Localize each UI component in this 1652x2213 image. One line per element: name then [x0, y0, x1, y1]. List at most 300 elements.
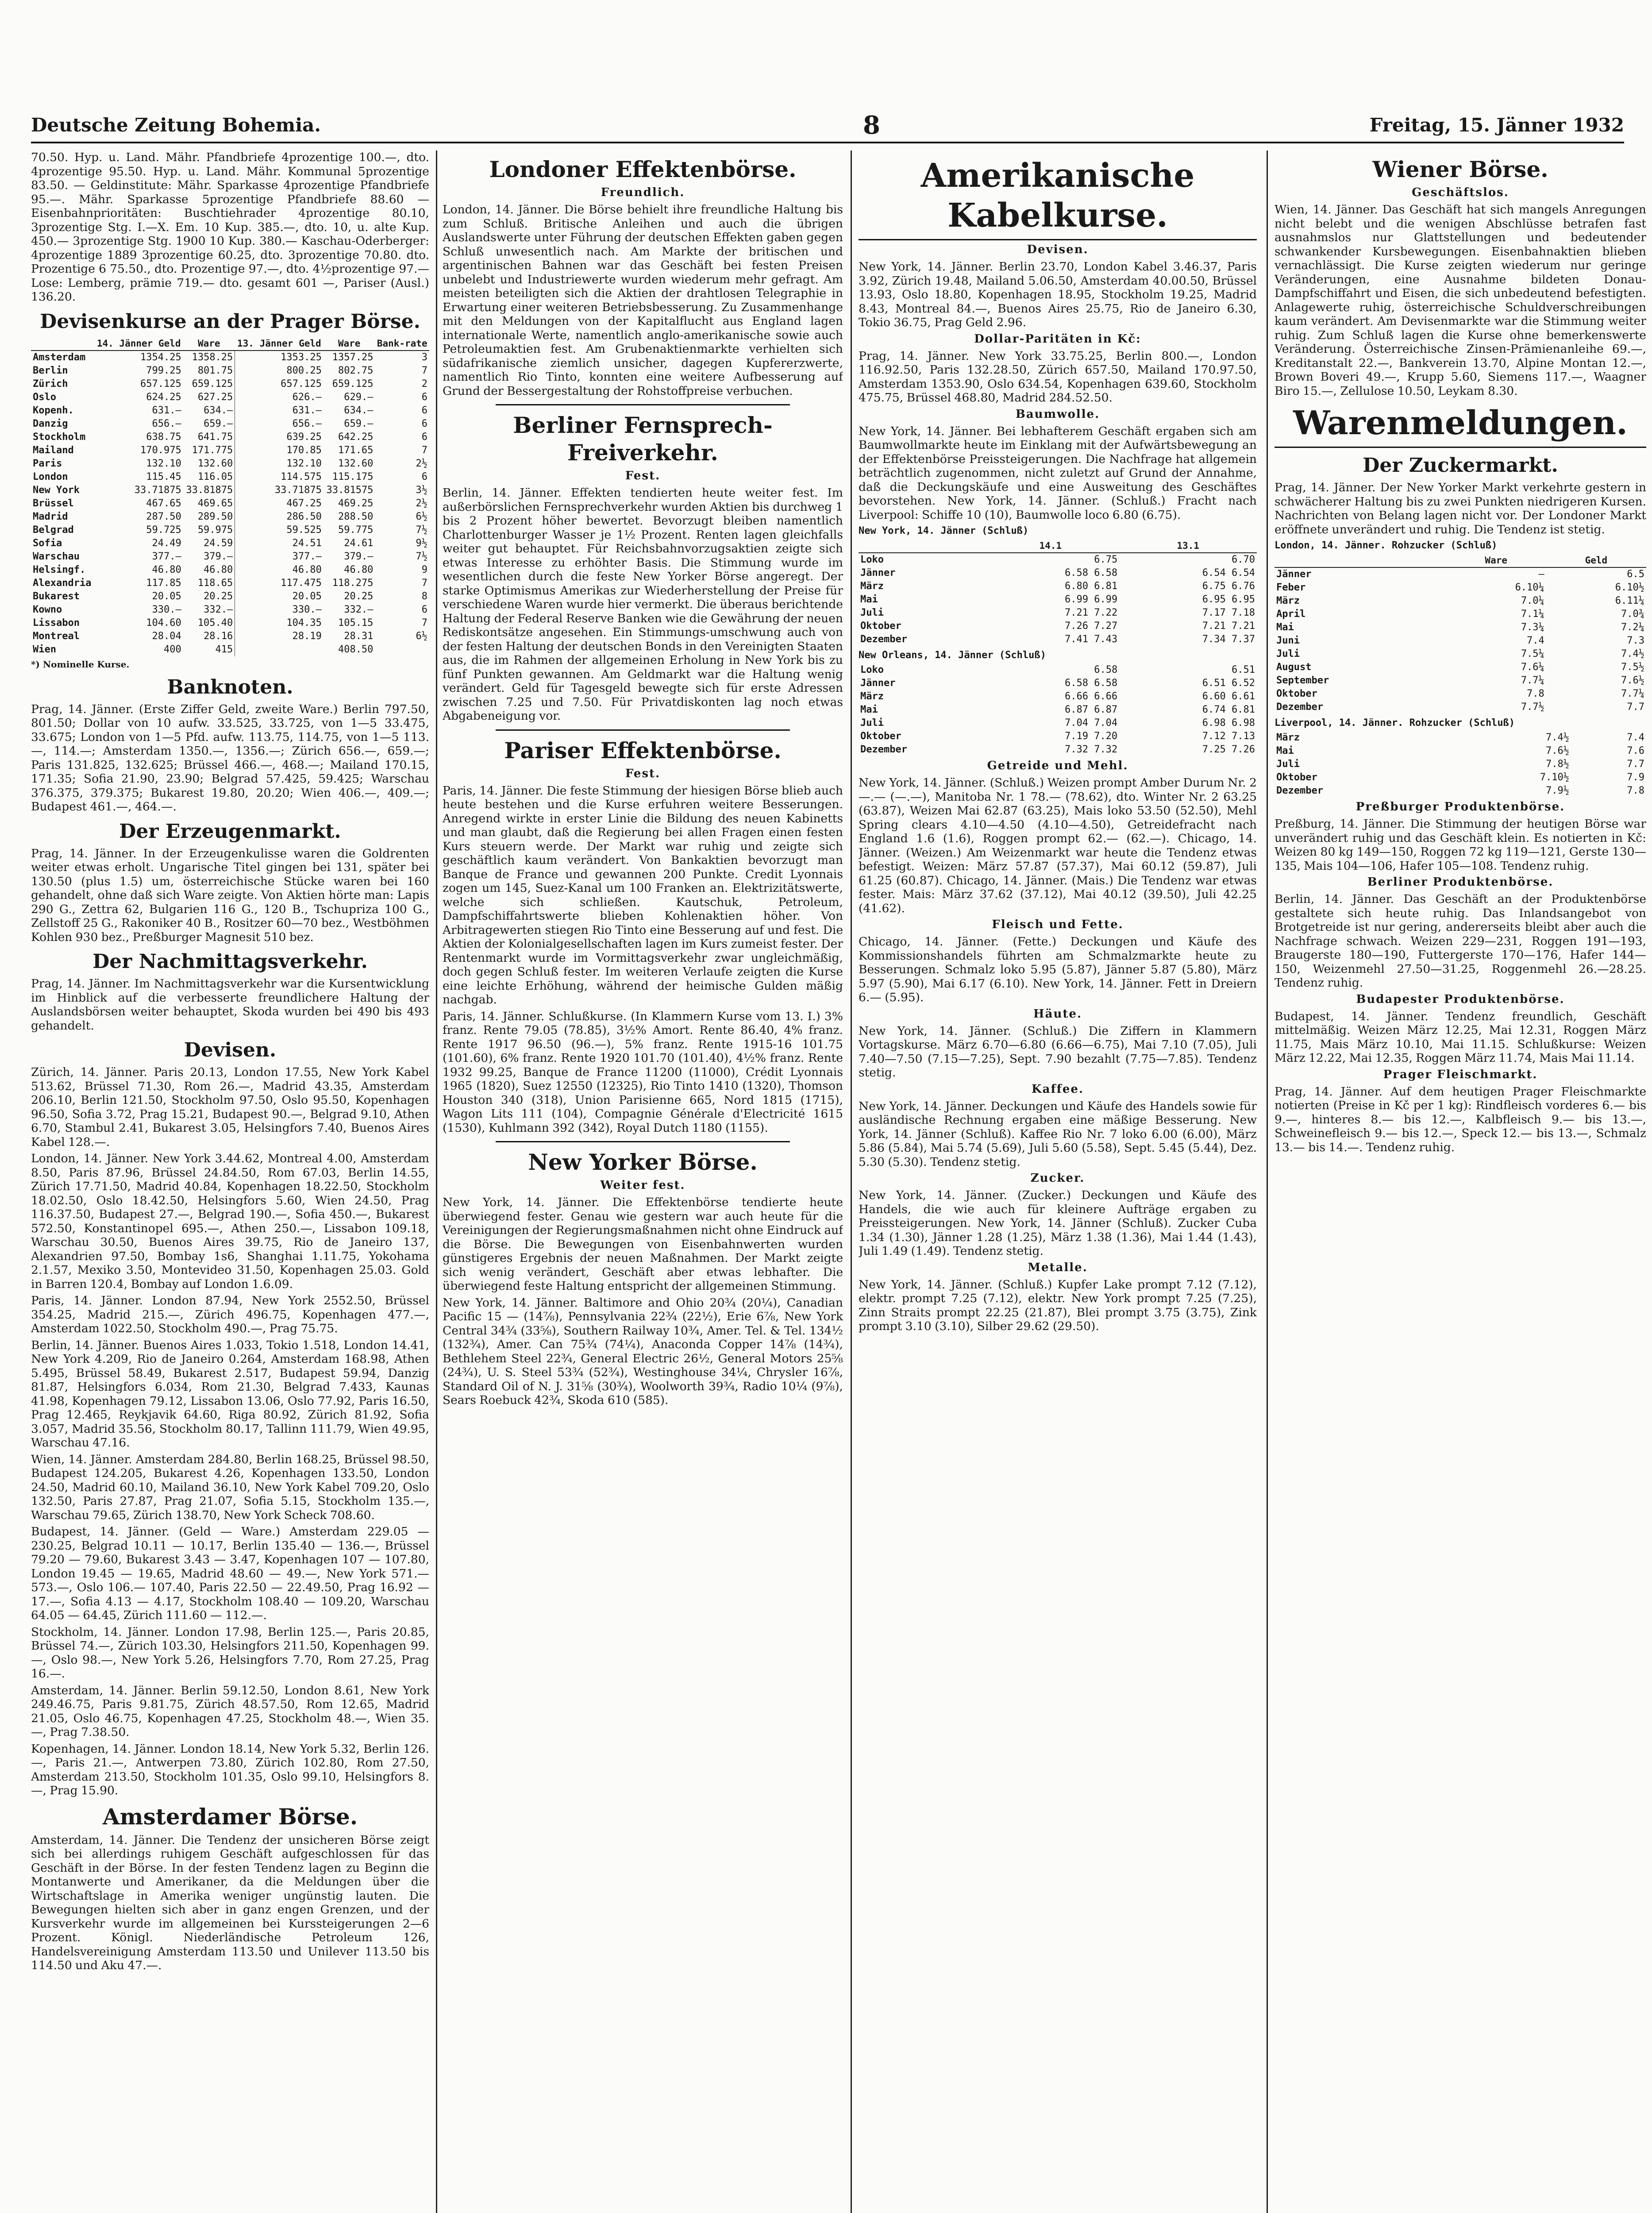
table-cell: 6½: [416, 511, 427, 522]
column-header: 13.1: [1119, 539, 1257, 553]
section-subtitle: Zucker.: [1030, 1172, 1085, 1185]
table-row: [1275, 771, 1646, 784]
table-cell: 104.60: [146, 617, 181, 628]
table-cell: Dezember: [1276, 785, 1323, 796]
table-cell: Oktober: [1276, 688, 1317, 699]
table-cell: 659.125: [192, 378, 233, 389]
table-cell: 7.25 7.26: [1202, 744, 1255, 755]
table-cell: März: [860, 581, 884, 592]
table-cell: 6.66 6.66: [1064, 691, 1118, 702]
table-cell: 118.65: [197, 577, 233, 589]
table-cell: Juli: [860, 607, 884, 618]
table-cell: 6.98 6.98: [1202, 717, 1255, 729]
table-cell: 7.9: [1627, 772, 1644, 783]
table-cell: Berlin: [33, 365, 68, 376]
table-cell: 7: [421, 365, 427, 376]
table-cell: Stockholm: [33, 431, 86, 443]
article-text: Berlin, 14. Jänner. Effekten tendierten heute weiter fest. Im außerbörslichen Fernsprechverkehr wurden Aktien bis durchweg 1 bis 2 Prozent höher bewertet. Bevorzugt bleiben namentlich Charlottenburger Wasser je 1½ Prozent. Renten lagen gleichfalls weiter gut behauptet. Für Reichsbahnvorzugsaktien zeigte sich etwas Interesse zu erhöhter Basis. Die Stimmung wurde im wesentlichen durch die feste New Yorker Börse angeregt. Der starke Optimismus Amerikas zur Wiederherstellung der Preise für verschiedene Waren wurde hier vermerkt. Die überaus berichtende Haltung der Federal Reserve Banken wie die Gewährung der neuen Rediskontsätze angesehen. Ein Stimmungs-umschwung auch von der festen Haltung der deutschen Bonds in den Vereinigten Staaten aus, die im Rahmen der allgemeinen Erholung in New York bis zu fünf Punkten gewannen. Am Geldmarkt war die Haltung wenig verändert. Geld für Tagesgeld bewegte sich für erste Adressen zwischen 7.25 und 7.50. Für Privatdiskonten lag noch etwas Abgabeneigung vor.: [443, 486, 843, 723]
section-subtitle: Kaffee.: [1032, 1082, 1084, 1096]
table-cell: 28.19: [235, 630, 323, 643]
table-cell: 627.25: [197, 391, 233, 403]
table-cell: 28.31: [344, 630, 374, 642]
table-cell: 7.1¼: [1521, 609, 1544, 620]
table-cell: 2½: [416, 458, 427, 469]
table-cell: Alexandria: [33, 577, 92, 589]
table-cell: 802.75: [338, 365, 374, 376]
section-subtitle: Prager Fleischmarkt.: [1383, 1068, 1538, 1081]
table-cell: 132.10: [146, 458, 181, 469]
table-cell: 624.25: [146, 391, 181, 403]
table-cell: 7.0¾: [1621, 609, 1644, 620]
table-row: [1275, 758, 1646, 771]
table-cell: 800.25: [235, 364, 323, 378]
table-cell: 7.6½: [1546, 745, 1569, 756]
article-text: New York, 14. Jänner. (Schluß.) Die Ziffern in Klammern Vortagskurse. März 6.70—6.80 (6.66—6.75), Mai 7.10 (7.05), Juli 7.40—7.50 (7.15—7.25), Sept. 7.90 bezahlt (7.75—7.85). Tendenz stetig.: [859, 1024, 1257, 1080]
table-cell: 639.25: [235, 431, 323, 444]
table-row: [859, 580, 1257, 593]
table-cell: Mai: [1276, 745, 1294, 756]
article-text: Amsterdam, 14. Jänner. Die Tendenz der unsicheren Börse zeigt sich bei allerdings ruhigem Geschäft aufgeschlossen für das Geschäft in der Börse. In der festen Tendenz lagen zu Beginn die Montanwerte und Amerikaner, da die Meldungen über die Wirtschaftslage in Amerika weniger ungünstig lauten. Die Bewegungen hielten sich aber in ganz engen Grenzen, und der Kursverkehr wurde im allgemeinen bei Kurssteigerungen 2—6 Prozent. Königl. Niederländische Petroleum 126, Handelsvereinigung Amsterdam 113.50 und Unilever 113.50 bis 114.50 und Aku 47.—.: [31, 1833, 429, 1972]
article-text: Wien, 14. Jänner. Das Geschäft hat sich mangels Anregungen nicht belebt und die wenigen Abschlüsse betrafen fast ausnahmslos nur Glattstellungen und bedeutender schwankender Kursbewegungen. Eisenbahnaktien blieben vernachlässigt. Die Kurse zeigten wiederum nur geringe Veränderungen, eine Ausnahme bildeten Donau-Dampfschiffahrt und Eisen, die sich unbedeutend befestigten. Anlagewerte ruhig, österreichische Schuldverschreibungen kaum verändert. Am Devisenmarkte war die Stimmung weiter ruhig. Zum Schluß lagen die Kurse ohne bemerkenswerte Veränderung. Österreichische Zinsen-Prämienanleihe 69.—, Kreditanstalt 22.—, Bankverein 13.70, Alpine Montan 12.—, Brown Boveri 49.—, Krupp 5.60, Siemens 117.—, Waagner Biro 15.—, Zellulose 10.50, Leykam 8.30.: [1275, 203, 1646, 398]
divider: [496, 404, 790, 405]
article-text: Prag, 14. Jänner. In der Erzeugenkulisse waren die Goldrenten weiter etwas erholt. Ungarische Titel gingen bei 131, später bei 130.50 (plus 1.5) um, österreichische Stücke waren bei 160 gehandelt, ohne daß sich Ware zeigte. Von Aktien hörte man: Lapis 290 G., Zettra 62, Bulgarien 116 G., 120 B., Tschupriza 100 G., Zellstoff 25 G., Rakoniker 40 B., Rositzer 60—70 bez., Westböhmen Kohlen 930 bez., Preßburger Magnesit 510 bez.: [31, 846, 429, 944]
table-cell: 171.775: [192, 444, 233, 456]
table-cell: 7.7: [1627, 759, 1644, 770]
table-cell: 6.51: [1232, 664, 1255, 675]
column-rule: [436, 150, 437, 2213]
table-cell: 7.4: [1527, 635, 1544, 646]
table-cell: 117.475: [235, 577, 323, 590]
table-row: [31, 417, 429, 431]
table-cell: 6.75: [1094, 554, 1118, 565]
article-text: Prag, 14. Jänner. Im Nachmittagsverkehr war die Kursentwicklung im Hinblick auf die verbesserte freundlichere Haltung der Auslandsbörsen weiter behauptet, Skoda wurden bei 490 bis 493 gehandelt.: [31, 977, 429, 1033]
table-cell: Juli: [1276, 759, 1300, 770]
table-cell: 7.12 7.13: [1202, 731, 1255, 742]
section-subtitle: Geschäftslos.: [1412, 186, 1509, 199]
table-cell: 6.80 6.81: [1064, 581, 1118, 592]
table-cell: Sofia: [33, 537, 62, 549]
table-cell: 7.19 7.20: [1064, 731, 1118, 742]
table-cell: Mai: [1276, 622, 1294, 633]
table-cell: 59.525: [235, 524, 323, 537]
table-cell: 115.175: [332, 471, 374, 482]
table-cell: Dezember: [860, 744, 907, 755]
column-header: Geld: [1546, 554, 1646, 567]
table-cell: 379.—: [204, 551, 233, 562]
devisen-entry: Kopenhagen, 14. Jänner. London 18.14, New York 5.32, Berlin 126.—, Paris 21.—, Antwerpen 73.80, Zürich 102.80, Rom 27.50, Amsterdam 213.50, Stockholm 101.35, Oslo 99.10, Helsingfors 8.—, Prag 15.90.: [31, 1742, 429, 1797]
cotton-no-table: [859, 663, 1257, 756]
table-cell: 6.99 6.99: [1064, 594, 1118, 605]
table-row: [31, 590, 429, 603]
table-cell: 24.59: [204, 537, 233, 549]
section-title: Devisenkurse an der Prager Börse.: [40, 310, 420, 333]
table-body: [859, 553, 1257, 646]
table-cell: 799.25: [146, 365, 181, 376]
table-cell: März: [1276, 732, 1300, 743]
table-cell: 6: [421, 471, 427, 482]
table-row: [31, 630, 429, 643]
table-title: London, 14. Jänner. Rohzucker (Schluß): [1275, 540, 1498, 551]
table-cell: 7.10½: [1540, 772, 1569, 783]
table-cell: 117.85: [146, 577, 181, 589]
table-cell: 9: [421, 564, 427, 575]
table-cell: Danzig: [33, 418, 68, 429]
quote-list: Paris, 14. Jänner. Schlußkurse. (In Klammern Kurse vom 13. I.) 3% franz. Rente 79.05 (78.85), 3½% Amort. Rente 86.40, 4% franz. Rente 1917 96.50 (96.—), 5% franz. Rente 1915-16 101.75 (101.60), 6% franz. Rente 1920 101.70 (101.40), 4½% franz. Rente 1932 99.25, Banque de France 11200 (11000), Crédit Lyonnais 1965 (1820), Suez 12550 (12325), Rio Tinto 1410 (1320), Thomson Houston 340 (318), Union Parisienne 665, Nord 1815 (1715), Wagon Lits 111 (104), Compagnie Générale d'Electricité 1615 (1530), Kuhlmann 392 (342), Royal Dutch 1180 (1155).: [443, 1009, 843, 1135]
table-cell: 24.49: [152, 537, 181, 549]
table-cell: 33.81575: [326, 484, 374, 496]
devisen-entry: Amsterdam, 14. Jänner. Berlin 59.12.50, London 8.61, New York 249.46.75, Paris 9.81.75, Zürich 48.57.50, Rom 12.65, Madrid 21.05, Oslo 46.75, Kopenhagen 47.25, Stockholm 48.—, Wien 35.—, Prag 7.38.50.: [31, 1683, 429, 1739]
table-cell: 28.16: [204, 630, 233, 642]
section-title: Londoner Effektenbörse.: [489, 156, 797, 182]
section-title: Devisen.: [184, 1039, 277, 1061]
column-rule: [1267, 150, 1268, 2213]
table-cell: Montreal: [33, 630, 80, 642]
devisen-entry: Zürich, 14. Jänner. Paris 20.13, London 17.55, New York Kabel 513.62, Brüssel 71.30, Rom 26.—, Madrid 43.35, Amsterdam 206.10, Berlin 121.50, Stockholm 97.50, Oslo 95.50, Kopenhagen 96.50, Sofia 3.72, Prag 15.21, Budapest 90.—, Belgrad 9.10, Athen 6.70, Stambul 2.41, Bukarest 3.05, Helsingfors 7.40, Buenos Aires Kabel 128.—.: [31, 1065, 429, 1149]
column-3: [859, 150, 1257, 2213]
devisen-entry: London, 14. Jänner. New York 3.44.62, Montreal 4.00, Amsterdam 8.50, Paris 87.96, Brüssel 24.84.50, Rom 67.03, Berlin 14.55, Zürich 17.71.50, Madrid 40.84, Kopenhagen 18.22.50, Stockholm 18.02.50, Oslo 18.42.50, Helsingfors 5.60, Wien 24.50, Prag 116.37.50, Budapest 27.—, Belgrad 190.—, Sofia 450.—, Bukarest 572.50, Konstantinopel 695.—, Athen 250.—, Lissabon 109.18, Warschau 30.50, Buenos Aires 39.75, Rio de Janeiro 137, Alexandrien 97.50, Bombay 1s6, Shanghai 1.11.75, Yokohama 2.1.57, Mexiko 3.50, Montevideo 31.50, Kopenhagen 25.03. Gold in Barren 120.4, Bombay auf London 1.6.09.: [31, 1152, 429, 1291]
table-title: New Orleans, 14. Jänner (Schluß): [859, 650, 1046, 661]
table-cell: Dezember: [860, 634, 907, 645]
table-row: [31, 563, 429, 577]
table-cell: 46.80: [204, 564, 233, 575]
table-row: [1275, 731, 1646, 744]
table-cell: 7½: [416, 551, 427, 562]
issue-date: Freitag, 15. Jänner 1932: [1369, 114, 1624, 136]
quote-list: New York, 14. Jänner. Baltimore and Ohio 20¾ (20¼), Canadian Pacific 15 — (14⅞), Pennsylvania 22¾ (22½), Erie 6⅞, New York Central 34¾ (33⅝), Southern Railway 10¾, Amer. Tel. & Tel. 134½ (132¾), Amer. Can 75¾ (74¼), Anaconda Copper 14⅞ (14¾), Bethlehem Steel 22¾, General Electric 26½, General Motors 25⅝ (24¾), U. S. Steel 53¾ (52¾), Westinghouse 34¼, Chrysler 16⅞, Standard Oil of N. J. 31⅝ (30¾), Woolworth 39¾, Radio 10¼ (9⅞), Sears Roebuck 42¾, Skoda 610 (585).: [443, 1295, 843, 1407]
column-2: [443, 150, 843, 2213]
table-cell: 7.8: [1527, 688, 1544, 699]
table-cell: Brüssel: [33, 497, 74, 509]
table-row: [31, 351, 429, 364]
table-cell: 170.85: [235, 444, 323, 457]
sugar-london-table: [1275, 554, 1646, 714]
table-body: [859, 663, 1257, 756]
devisen-entry: Paris, 14. Jänner. London 87.94, New York 2552.50, Brüssel 354.25, Madrid 215.—, Zürich 496.75, Kopenhagen 477.—, Amsterdam 1022.50, Stockholm 490.—, Prag 75.75.: [31, 1294, 429, 1335]
table-cell: 6: [421, 391, 427, 403]
table-cell: 20.25: [344, 590, 374, 602]
article-text: Prag, 14. Jänner. New York 33.75.25, Berlin 800.—, London 116.92.50, Paris 132.28.50, Zürich 657.50, Mailand 170.97.50, Amsterdam 1353.90, Oslo 634.54, Kopenhagen 639.60, Stockholm 475.75, Brüssel 468.80, Madrid 284.52.50.: [859, 349, 1257, 405]
table-cell: 46.80: [344, 564, 374, 575]
divider: [496, 1141, 790, 1142]
table-row: [1275, 567, 1646, 581]
table-cell: 7: [421, 577, 427, 589]
table-cell: Zürich: [33, 378, 68, 389]
article-text: Prag, 14. Jänner. Der New Yorker Markt verkehrte gestern in schwächerer Haltung bis zu zwei Punkten niedrigeren Kursen. Nachrichten von Belang lagen nicht vor. Der Londoner Markt eröffnete unverändert und ruhig. Die Tendenz ist stetig.: [1275, 481, 1646, 536]
table-cell: 7: [421, 617, 427, 628]
article-text: Chicago, 14. Jänner. (Fette.) Deckungen und Käufe des Kommissionshandels führten am Schmalzmarkte heute zu Besserungen. Schmalz loko 5.95 (5.87), Jänner 5.87 (5.80), März 5.97 (5.90), Mai 6.17 (6.10). New York, 14. Jänner. Fett in Dreiern 6.— (5.95).: [859, 935, 1257, 1004]
table-cell: 118.275: [332, 577, 374, 589]
table-cell: 6: [421, 405, 427, 416]
table-cell: 659.—: [344, 418, 374, 429]
table-row: [31, 497, 429, 510]
table-row: [1275, 581, 1646, 594]
table-title: Liverpool, 14. Jänner. Rohzucker (Schluß): [1275, 717, 1515, 729]
table-row: [31, 470, 429, 484]
table-row: [31, 550, 429, 563]
column-4: [1275, 150, 1646, 2213]
table-cell: 7.5¼: [1521, 648, 1544, 659]
table-cell: 469.65: [197, 497, 233, 509]
table-cell: 377.—: [152, 551, 181, 562]
table-cell: 332.—: [344, 604, 374, 615]
table-row: [859, 703, 1257, 717]
section-subtitle: Budapester Produktenbörse.: [1356, 992, 1565, 1006]
table-header-row: [31, 337, 429, 351]
table-cell: 469.25: [338, 497, 374, 509]
table-row: [1275, 687, 1646, 701]
table-cell: 24.51: [235, 537, 323, 550]
table-cell: 1354.25: [140, 351, 181, 363]
table-cell: Loko: [860, 554, 884, 565]
table-cell: 105.40: [197, 617, 233, 628]
table-cell: 634.—: [344, 405, 374, 416]
table-cell: 6.75 6.76: [1202, 581, 1255, 592]
table-cell: [375, 643, 429, 656]
table-row: [859, 620, 1257, 633]
column-header: Ware: [1446, 554, 1546, 567]
table-cell: 7: [421, 444, 427, 456]
table-cell: 7.7: [1627, 702, 1644, 713]
masthead-title: Deutsche Zeitung Bohemia.: [31, 114, 321, 136]
table-cell: Mai: [860, 594, 878, 605]
table-cell: 626.—: [235, 391, 323, 404]
table-cell: 115.45: [146, 471, 181, 482]
table-cell: 7.21 7.22: [1064, 607, 1118, 618]
table-cell: 46.80: [235, 563, 323, 577]
article-text: New York, 14. Jänner. (Schluß.) Kupfer Lake prompt 7.12 (7.12), elektr. prompt 7.25 (7.12), elektr. New York prompt 7.25 (7.25), Zinn Straits prompt 22.25 (21.87), Blei prompt 3.75 (3.75), Zink prompt 3.10 (3.10), Silber 29.62 (29.50).: [859, 1277, 1257, 1333]
article-text: Preßburg, 14. Jänner. Die Stimmung der heutigen Börse war unverändert ruhig und das Geschäft klein. Es notierten in Kč: Weizen 80 kg 149—150, Roggen 72 kg 119—121, Gerste 130—135, Mais 104—106, Hafer 105—108. Tendenz ruhig.: [1275, 817, 1646, 873]
table-cell: 105.15: [338, 617, 374, 628]
table-cell: 6.95 6.95: [1202, 594, 1255, 605]
table-cell: März: [1276, 595, 1300, 606]
table-row: [859, 690, 1257, 703]
table-row: [1275, 648, 1646, 661]
table-cell: 6.58 6.58: [1064, 678, 1118, 689]
table-cell: 657.125: [140, 378, 181, 389]
table-cell: 1357.25: [332, 351, 374, 363]
table-row: [31, 577, 429, 590]
divider: [496, 729, 790, 731]
column-header: [31, 337, 95, 351]
column-header: 14.1: [982, 539, 1119, 553]
table-cell: 59.775: [338, 524, 374, 536]
section-subtitle: Preßburger Produktenbörse.: [1355, 800, 1565, 813]
article-text: New York, 14. Jänner. (Schluß.) Weizen prompt Amber Durum Nr. 2 —.— (—.—), Manitoba Nr. 1 78.— (78.62), dto. Winter Nr. 2 63.25 (63.87), Weizen Mai 62.87 (63.25), Mais loko 53.50 (52.50), Mehl Spring clears 4.10—4.50 (4.10—4.50), Getreidefracht nach England 1.6 (1.6), Roggen prompt 62.— (62.—). Chicago, 14. Jänner. (Weizen.) Am Weizenmarkt war heute die Tendenz etwas befestigt. Weizen: März 57.87 (57.37), Mai 60.12 (59.87), Juli 61.25 (60.87). Chicago, 14. Jänner. (Mais.) Die Tendenz war etwas fester. Mais: März 37.62 (37.12), Mai 40.12 (39.50), Juli 42.25 (41.62).: [859, 776, 1257, 915]
table-cell: 288.50: [338, 511, 374, 522]
table-cell: 289.50: [197, 511, 233, 522]
table-cell: Lissabon: [33, 617, 80, 628]
table-cell: 7.5½: [1621, 662, 1644, 673]
table-cell: 6: [421, 604, 427, 615]
table-cell: 6.58 6.58: [1064, 567, 1118, 578]
column-header: [859, 539, 982, 553]
table-row: [859, 553, 1257, 567]
table-cell: Bukarest: [33, 590, 80, 602]
table-cell: Juni: [1276, 635, 1300, 646]
table-row: [859, 730, 1257, 743]
table-cell: 9½: [416, 537, 427, 549]
table-cell: 7.41 7.43: [1064, 634, 1118, 645]
table-cell: 6.74 6.81: [1202, 704, 1255, 715]
table-cell: 638.75: [146, 431, 181, 443]
section-title: Pariser Effektenbörse.: [504, 737, 782, 763]
article-text: Budapest, 14. Jänner. Tendenz freundlich, Geschäft mittelmäßig. Weizen März 12.25, Mai 12.31, Roggen März 11.75, Mais März 10.10, Mai 11.15. Schlußkurse: Weizen März 12.22, Mai 12.35, Roggen März 11.74, Mais Mai 11.14.: [1275, 1009, 1646, 1065]
table-cell: Feber: [1276, 582, 1306, 593]
table-cell: 7.04 7.04: [1064, 717, 1118, 729]
section-subtitle: Freundlich.: [601, 186, 685, 199]
table-row: [1275, 744, 1646, 758]
table-cell: 6.54 6.54: [1202, 567, 1255, 578]
table-row: [1275, 784, 1646, 798]
column-header: 14. Jänner Geld: [95, 337, 183, 351]
table-cell: Kowno: [33, 604, 62, 615]
section-subtitle: Berliner Produktenbörse.: [1367, 875, 1554, 889]
table-cell: 132.60: [338, 458, 374, 469]
section-subtitle: Fleisch und Fette.: [992, 918, 1124, 931]
section-subtitle: Baumwolle.: [1015, 407, 1100, 421]
table-footnote: *) Nominelle Kurse.: [31, 659, 130, 670]
table-title: New York, 14. Jänner (Schluß): [859, 525, 1029, 536]
table-row: [1275, 701, 1646, 714]
table-cell: 114.575: [235, 470, 323, 484]
section-subtitle: Häute.: [1033, 1007, 1082, 1021]
table-cell: Oktober: [860, 621, 901, 632]
table-cell: 7.26 7.27: [1064, 621, 1118, 632]
section-subtitle: Fest.: [625, 767, 661, 780]
table-cell: New York: [33, 484, 80, 496]
table-cell: Jänner: [1276, 569, 1312, 580]
table-row: [859, 717, 1257, 730]
table-cell: September: [1276, 675, 1329, 686]
table-cell: 104.35: [235, 617, 323, 630]
table-cell: Kopenh.: [33, 405, 74, 416]
section-subtitle: Metalle.: [1028, 1261, 1088, 1274]
table-cell: 332.—: [204, 604, 233, 615]
table-cell: Loko: [860, 664, 884, 675]
table-cell: 7.6½: [1621, 675, 1644, 686]
table-row: [31, 484, 429, 497]
table-row: [1275, 674, 1646, 687]
table-cell: Jänner: [860, 678, 896, 689]
table-cell: Mailand: [33, 444, 74, 456]
table-cell: 59.975: [197, 524, 233, 536]
table-row: [31, 378, 429, 391]
table-cell: 7.7½: [1521, 702, 1544, 713]
section-title: New Yorker Börse.: [528, 1149, 758, 1175]
section-title: Warenmeldungen.: [1275, 403, 1646, 448]
table-header-row: [1275, 554, 1646, 567]
article-text: Prag, 14. Jänner. Auf dem heutigen Prager Fleischmarkte notierten (Preise in Kč per 1 kg): Rindfleisch vorderes 6.— bis 9.—, hinteres 8.— bis 12.—, Kalbfleisch 9.— bis 13.—, Schweinefleisch 9.— bis 12.—, Speck 12.— bis 13.—, Schmalz 13.— bis 14.—. Tendenz ruhig.: [1275, 1084, 1646, 1154]
table-cell: 657.125: [235, 378, 323, 391]
article-text: Berlin, 14. Jänner. Das Geschäft an der Produktenbörse gestaltete sich heute ruhig. Das Inlandsangebot von Brotgetreide ist nur gering, andererseits bleibt aber auch die Nachfrage schwach. Weizen 229—231, Roggen 191—193, Braugerste 180—190, Futtergerste 170—176, Hafer 144—150, Weizenmehl 27.50—31.25, Roggenmehl 26.—28.25. Tendenz ruhig.: [1275, 892, 1646, 990]
article-text: New York, 14. Jänner. Berlin 23.70, London Kabel 3.46.37, Paris 3.92, Zürich 19.48, Mailand 5.06.50, Amsterdam 40.00.50, Brüssel 13.93, Oslo 18.80, Kopenhagen 18.95, Stockholm 19.25, Madrid 8.43, Montreal 84.—, Buenos Aires 25.75, Rio de Janeiro 6.30, Tokio 36.75, Prag Geld 2.96.: [859, 260, 1257, 329]
article-text: New York, 14. Jänner. Die Effektenbörse tendierte heute überwiegend fester. Genau wie gestern war auch heute für die Vereinigungen der Regierungsmaßnahmen nicht ohne Eindruck auf die Börse. Die Bewegungen von Eisenbahnwerten wurden günstigeres Ergebnis der neuen Maßnahmen. Der Markt zeigte sich wenig verändert, Geschäft aber etwas lebhafter. Die überwiegend feste Haltung entspricht der allgemeinen Stimmung.: [443, 1195, 843, 1293]
table-cell: 631.—: [235, 404, 323, 417]
table-cell: 629.—: [344, 391, 374, 403]
article-text: 70.50. Hyp. u. Land. Mähr. Pfandbriefe 4prozentige 100.—, dto. 4prozentige 95.50. Hyp. u. Land. Mähr. Kommunal 5prozentige 83.50. — Geldinstitute: Mähr. Sparkasse 4prozentige Pfandbriefe 95.—. Mähr. Sparkasse 5prozentige Pfandbriefe 88.60 — Eisenbahnprioritäten: Buschtiehrader 4prozentige 80.10, 3prozentige Stg. I.—X. Em. 10 Kup. 385.—, dto. 10, u. alte Kup. 450.— 3prozentige Stg. 1900 10 Kup. 380.— Kaschau-Oderberger: 4prozentige 1889 3prozentige 60.25, dto. 3prozentige 70.80. dto. Prozentige 6 75.50., dto. Prozentige 97.—, dto. 4½prozentige 97.— Lose: Lemberg, prämie 719.— dto. gesamt 601 —, Pariser (Ausl.) 136.20.: [31, 150, 429, 304]
table-cell: 24.61: [344, 537, 374, 549]
cotton-ny-table: [859, 539, 1257, 646]
table-cell: Paris: [33, 458, 62, 469]
table-cell: 3: [421, 351, 427, 363]
table-cell: 7.7¼: [1521, 675, 1544, 686]
devisen-entry: Stockholm, 14. Jänner. London 17.98, Berlin 125.—, Paris 20.85, Brüssel 74.—, Zürich 103.30, Helsingfors 211.50, Kopenhagen 99.—, Oslo 98.—, New York 5.26, Helsingfors 7.70, Rom 27.25, Prag 16.—.: [31, 1625, 429, 1681]
article-text: New York, 14. Jänner. Bei lebhafterem Geschäft ergaben sich am Baumwollmarkte heute im Einklang mit der Aufwärtsbewegung an der Effektenbörse Preissteigerungen. Die Nachfrage hat allgemein beträchtlich zugenommen, nicht zuletzt auf Grund der Annahme, daß die Deckungskäufe und eine Ausweitung des Geschäftes bevorstehen. New York, 14. Jänner. (Schluß.) Fracht nach Liverpool: Schiffe 10 (10), Baumwolle loco 6.80 (6.75).: [859, 424, 1257, 522]
table-row: [859, 606, 1257, 620]
table-cell: 7.3: [1627, 635, 1644, 646]
table-cell: 7.21 7.21: [1202, 621, 1255, 632]
table-header-row: [859, 539, 1257, 553]
column-header: Bank-rate: [375, 337, 429, 351]
table-cell: 634.—: [204, 405, 233, 416]
table-cell: Juli: [860, 717, 884, 729]
table-row: [859, 663, 1257, 677]
table-cell: 7.8: [1627, 785, 1644, 796]
table-row: [31, 404, 429, 417]
devisen-entry: Wien, 14. Jänner. Amsterdam 284.80, Berlin 168.25, Brüssel 98.50, Budapest 124.205, Bukarest 4.26, Kopenhagen 133.50, London 24.50, Madrid 60.10, Mailand 36.10, New York Kabel 709.20, Oslo 132.50, Paris 27.87, Prag 21.07, Sofia 5.15, Stockholm 135.—, Warschau 79.65, Zürich 138.70, New York Scheck 708.60.: [31, 1452, 429, 1522]
table-cell: 33.71875: [235, 484, 323, 497]
table-row: [859, 743, 1257, 756]
table-cell: Oslo: [33, 391, 56, 403]
article-text: London, 14. Jänner. Die Börse behielt ihre freundliche Haltung bis zum Schluß. Britische Anleihen und auch die übrigen Auslandswerte unter Führung der deutschen Effekten gaben gegen Schluß unwesentlich nach. Am Markte der britischen und argentinischen Bahnen war das Geschäft bei festen Preisen unbelebt und Industriewerte wurden wiederum mehr gefragt. Am meisten beteiligten sich die Aktien der drahtlosen Telegraphie in Erwartung einer weiteren Betriebsbesserung. Zu Zusammenhange mit den Meldungen von der Kapitalflucht aus England lagen internationale Werte, namentlich anglo-amerikanische sowie auch Petroleumaktien fest. Am Grubenaktienmarkte verhielten sich südafrikanische ziemlich unsicher, dagegen Kupfererzwerte, namentlich Rio Tinto, konnten eine weitere Aufbesserung auf Grund der Bessergestaltung der Rohstoffpreise verbuchen.: [443, 203, 843, 398]
article-text: Paris, 14. Jänner. Die feste Stimmung der hiesigen Börse blieb auch heute bestehen und die Kurse erfuhren weitere Besserungen. Anregend wirkte in erster Linie die Bildung des neuen Kabinetts und man glaubt, daß die Regierung bei allen Fragen einen festen Kurs steuern werde. Der Markt war ruhig und zeigte sich geschäftlich kaum verändert. Von Bankaktien bevorzugt man Banque de France und gewannen 200 Punkte. Credit Lyonnais zogen um 145, Suez-Kanal um 100 Franken an. Elektrizitätswerte, welche sich schließen. Kautschuk, Petroleum, Dampfschiffahrtswerte blieben Kohlenaktien höher. Von Arbitragewerten stiegen Rio Tinto eine Besserung auf und fest. Die Aktien der Kolonialgesellschaften lagen im Kurs zumeist fester. Der Rentenmarkt wurde im Vormittagsverkehr zwar ungleichmäßig, doch gegen Schluß fester. Im weiteren Verlaufe zeigten die Kurse eine leichte Erhöhung, während der heimische Gulden mäßig nachgab.: [443, 783, 843, 1006]
table-cell: [235, 643, 323, 656]
table-row: [1275, 634, 1646, 648]
table-cell: 6.60 6.61: [1202, 691, 1255, 702]
section-title: Der Zuckermarkt.: [1363, 454, 1558, 477]
table-row: [859, 633, 1257, 646]
table-row: [859, 593, 1257, 606]
table-cell: 6.10½: [1615, 582, 1644, 593]
table-row: [859, 677, 1257, 690]
table-cell: Oktober: [1276, 772, 1317, 783]
table-cell: 377.—: [235, 550, 323, 563]
table-cell: Jänner: [860, 567, 896, 578]
table-cell: 132.60: [197, 458, 233, 469]
table-cell: 20.05: [152, 590, 181, 602]
table-cell: 132.10: [235, 457, 323, 470]
table-cell: 3½: [416, 484, 427, 496]
section-subtitle: Dollar-Paritäten in Kč:: [974, 332, 1141, 346]
table-cell: 6.58: [1094, 664, 1118, 675]
table-cell: 7.34 7.37: [1202, 634, 1255, 645]
table-cell: 659.125: [332, 378, 374, 389]
table-cell: 2: [421, 378, 427, 389]
table-row: [31, 457, 429, 470]
table-cell: Belgrad: [33, 524, 74, 536]
table-cell: 642.25: [338, 431, 374, 443]
sugar-liverpool-table: [1275, 731, 1646, 798]
column-header: Ware: [183, 337, 235, 351]
devisen-entry: Berlin, 14. Jänner. Buenos Aires 1.033, Tokio 1.518, London 14.41, New York 4.209, Rio de Janeiro 0.264, Amsterdam 168.98, Athen 5.495, Brüssel 58.49, Bukarest 2.517, Budapest 59.94, Danzig 81.87, Helsingfors 6.034, Rom 21.30, Belgrad 7.433, Kaunas 41.98, Kopenhagen 79.12, Lissabon 13.06, Oslo 77.92, Paris 16.50, Prag 12.465, Reykjavik 64.60, Riga 80.92, Zürich 81.92, Sofia 3.057, Madrid 35.56, Stockholm 80.17, Tallinn 111.79, Wien 49.95, Warschau 47.16.: [31, 1338, 429, 1450]
section-title: Banknoten.: [167, 675, 293, 698]
table-cell: 6½: [416, 630, 427, 642]
table-row: [31, 524, 429, 537]
column-rule: [851, 150, 852, 2213]
table-body: [1275, 567, 1646, 714]
table-cell: 400: [163, 644, 181, 655]
table-cell: 286.50: [235, 510, 323, 524]
table-row: [1275, 621, 1646, 634]
table-cell: 7.4: [1627, 732, 1644, 743]
section-subtitle: Devisen.: [1027, 243, 1089, 256]
table-cell: 656.—: [152, 418, 181, 429]
column-header: 13. Jänner Geld: [235, 337, 323, 351]
table-cell: Juli: [1276, 648, 1300, 659]
table-cell: 7.0¼: [1521, 595, 1544, 606]
table-cell: 7.8½: [1546, 759, 1569, 770]
table-cell: 330.—: [235, 603, 323, 617]
